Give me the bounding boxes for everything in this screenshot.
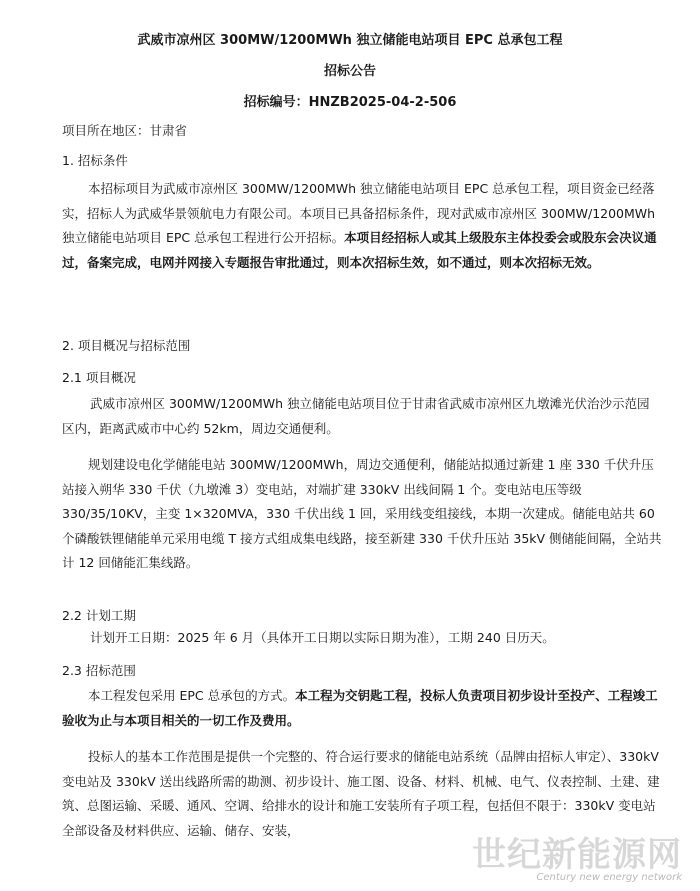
section-1-heading: 1. 招标条件 — [62, 153, 128, 168]
section-1-paragraph — [62, 177, 662, 275]
bid-number: 招标编号：HNZB2025-04-2-506 — [243, 95, 457, 110]
section-1-text: 本招标项目为武威市凉州区 300MW/1200MWh 独立储能电站项目 EPC 总承包工程，项目资金已经落实，招标人为武威华景领航电力有限公司。本项目已具备招标条件，现对武威市凉州区 300MW/1200MWh 独立储能电站项目 EPC 总承包工程进行公开招标。 — [62, 181, 656, 245]
section-2-2-paragraph: 计划开工日期：2025 年 6 月（具体开工日期以实际日期为准），工期 240 日历天。 — [90, 630, 555, 645]
section-2-3-heading: 2.3 招标范围 — [62, 663, 136, 678]
section-2-3-text: 本工程发包采用 EPC 总承包的方式。 — [88, 688, 296, 703]
document-title: 武威市凉州区 300MW/1200MWh 独立储能电站项目 EPC 总承包工程 — [137, 33, 563, 48]
section-2-3-paragraph-2: 投标人的基本工作范围是提供一个完整的、符合运行要求的储能电站系统（品牌由招标人审定）、330kV 变电站及 330kV 送出线路所需的勘测、初步设计、施工图、设备、材料、机械、电气、仪表控制、土建、建筑、总图运输、采暖、通风、空调、给排水的设计和施工安装所有子项工程，包括但不限于：330kV 变电站全部设备及材料供应、运输、储存、安装， — [62, 749, 660, 838]
section-2-2-heading: 2.2 计划工期 — [62, 608, 136, 623]
project-location: 项目所在地区：甘肃省 — [62, 123, 188, 138]
section-2-3-bold-text: 本工程为交钥匙工程，投标人负责项目初步设计至投产、工程竣工验收为止与本项目相关的一切工作及费用。 — [62, 688, 658, 728]
watermark-cn: 世纪新能源网 — [472, 835, 682, 875]
document-subtitle: 招标公告 — [323, 64, 376, 79]
section-2-1-heading: 2.1 项目概况 — [62, 370, 136, 385]
section-1-bold-text: 本项目经招标人或其上级股东主体投委会或股东会决议通过，备案完成，电网并网接入专题报告审批通过，则本次招标生效，如不通过，则本次招标无效。 — [62, 230, 657, 270]
section-2-3-paragraph-1 — [62, 684, 662, 733]
section-2-1-paragraph-2: 规划建设电化学储能电站 300MW/1200MWh，周边交通便利，储能站拟通过新建 1 座 330 千伏升压站接入朔华 330 千伏（九墩滩 3）变电站，对端扩建 330kV 出线间隔 1 个。变电站电压等级 330/35/10KV，主变 1×320MVA，330 千伏出线 1 回，采用线变组接线，本期一次建成。储能电站共 60 个磷酸铁锂储能单元采用电缆 T 接方式组成集电线路，接至新建 330 千伏升压站 35kV 侧储能间隔，全站共计 12 回储能汇集线路。 — [62, 457, 662, 570]
watermark-en: Century new energy network — [536, 872, 682, 883]
section-2-1-paragraph-1: 武威市凉州区 300MW/1200MWh 独立储能电站项目位于甘肃省武威市凉州区九墩滩光伏治沙示范园区内，距离武威市中心约 52km，周边交通便利。 — [62, 396, 650, 436]
section-2-heading: 2. 项目概况与招标范围 — [62, 338, 191, 353]
